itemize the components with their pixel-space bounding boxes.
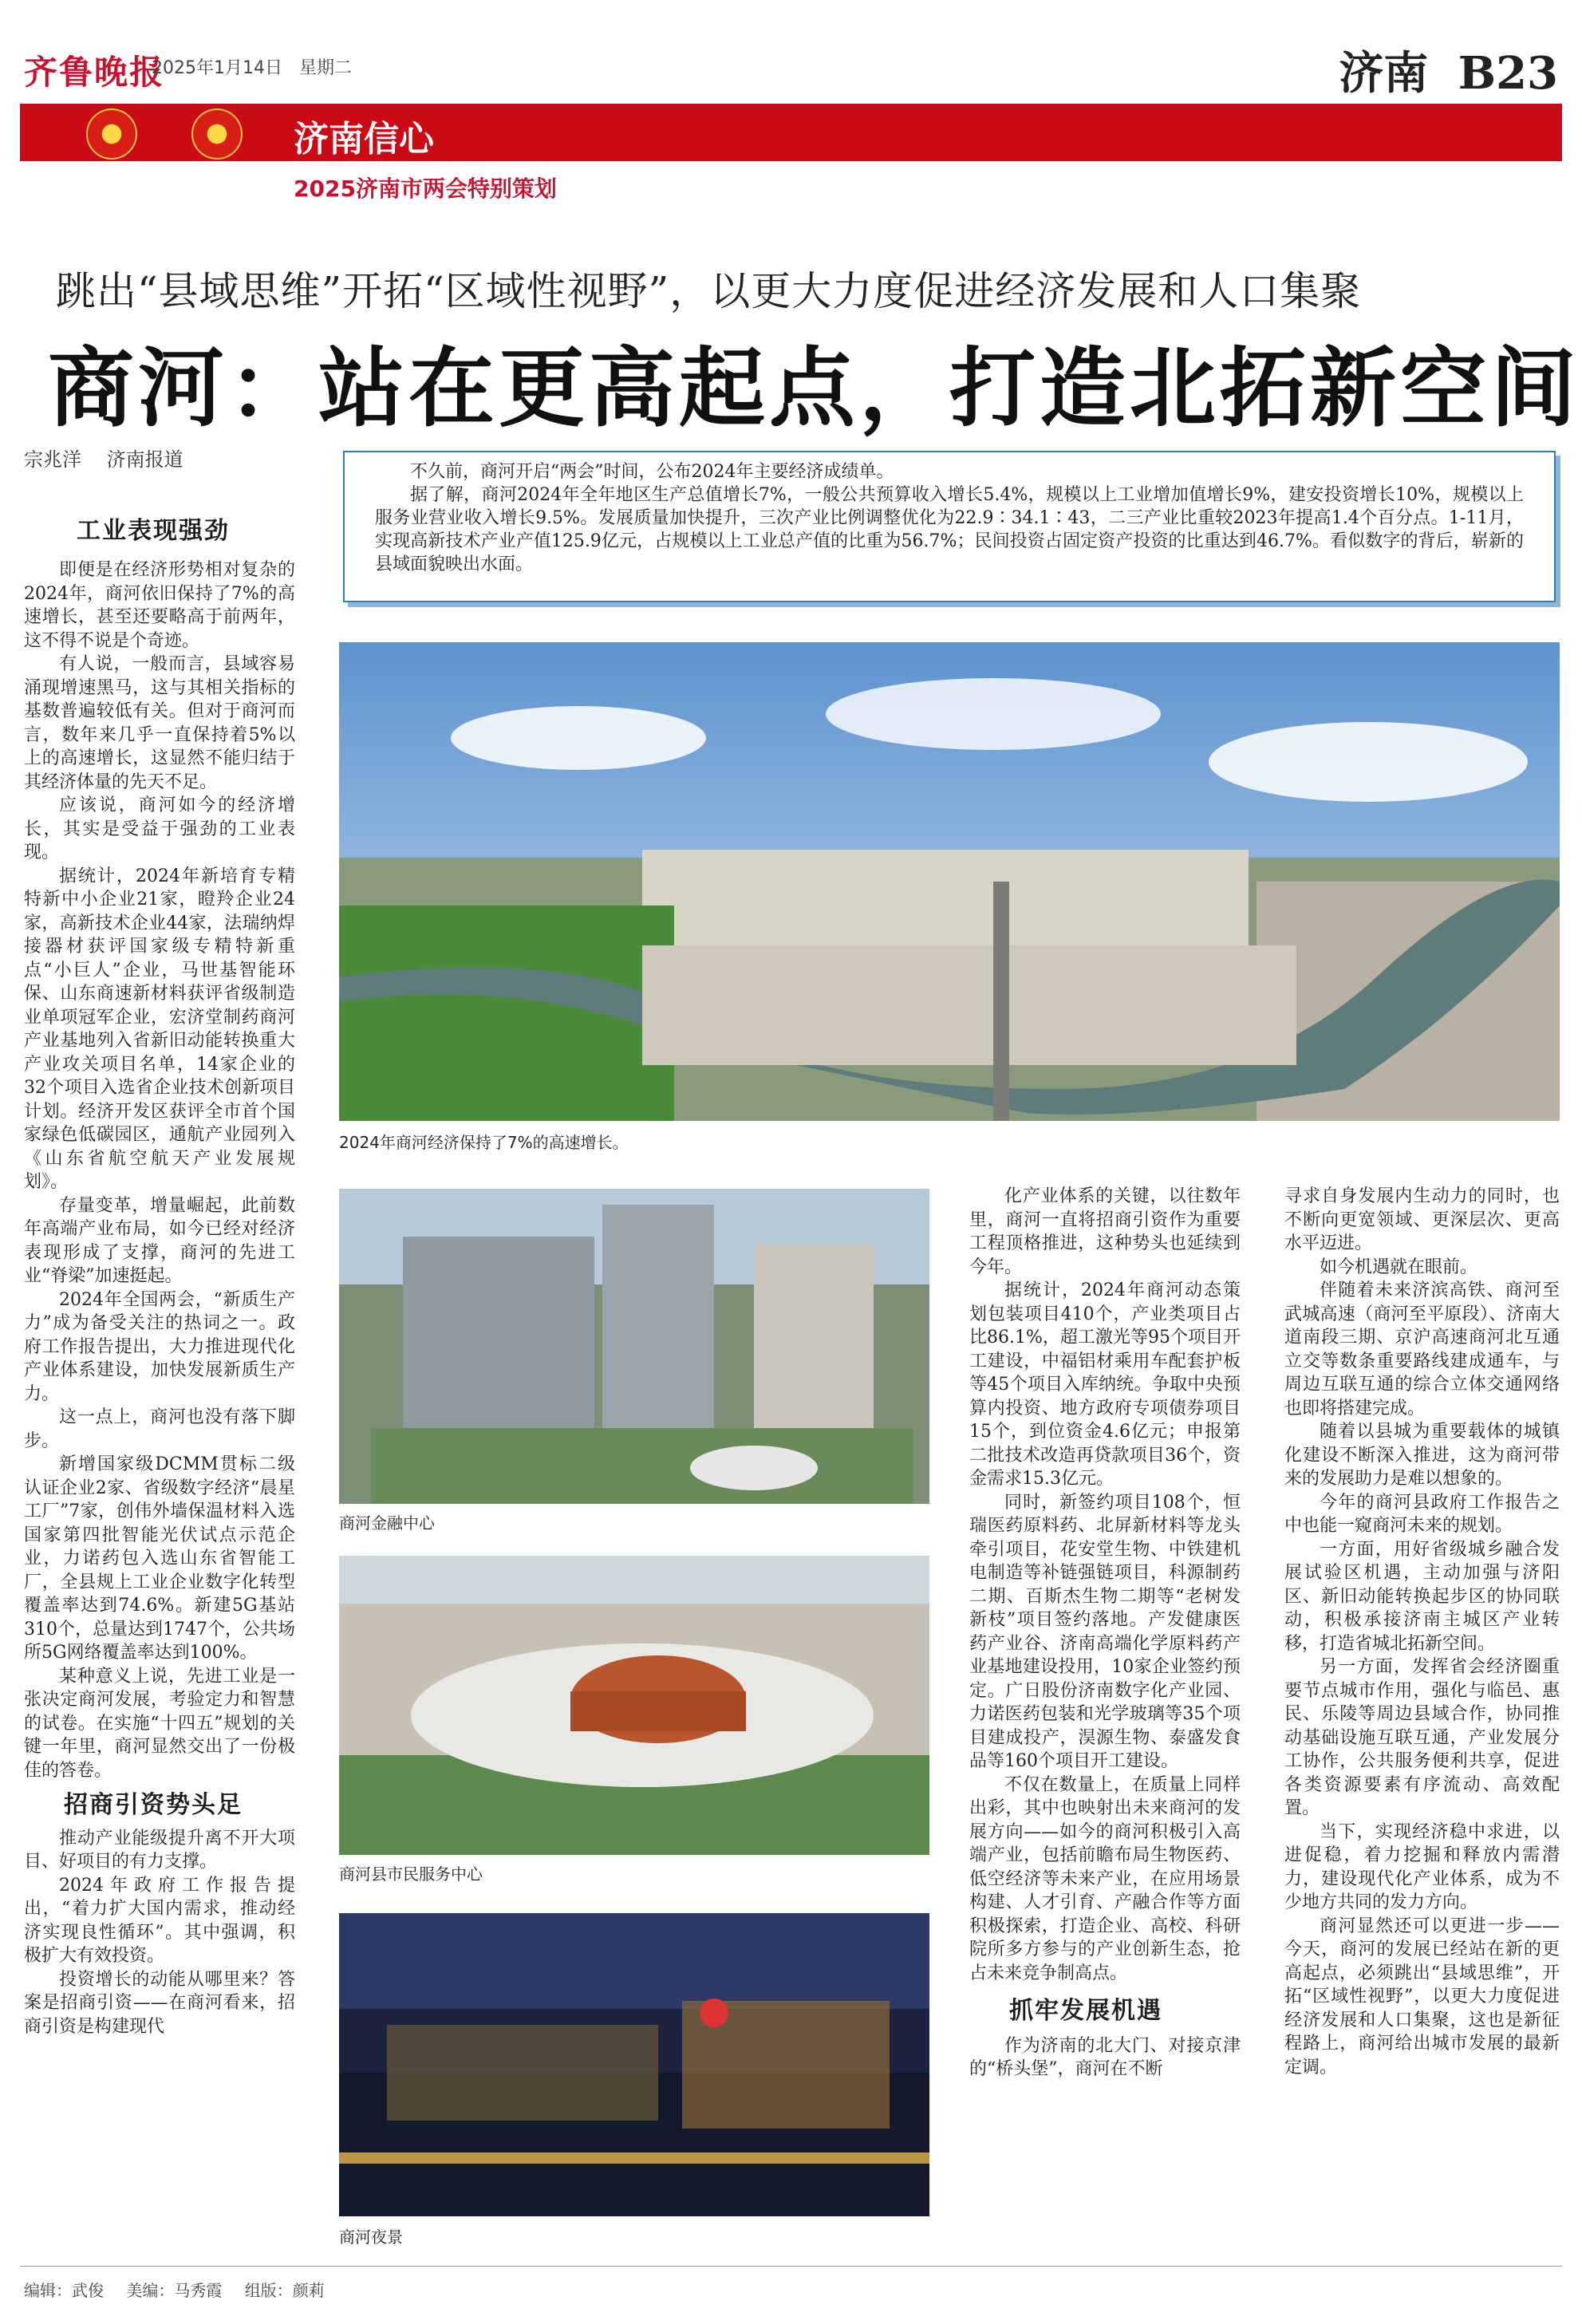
section-banner <box>20 104 1562 161</box>
edition-page <box>1339 38 1558 102</box>
paragraph: 这一点上，商河也没有落下脚步。 <box>24 1407 295 1451</box>
paragraph: 即便是在经济形势相对复杂的2024年，商河依旧保持了7%的高速增长，甚至还要略高于前两年，这不得不说是个奇迹。 <box>24 560 295 651</box>
date-text: 2025年1月14日 <box>152 58 282 78</box>
art-credit: 美编：马秀霞 <box>126 2281 223 2300</box>
paragraph: 商河显然还可以更进一步——今天，商河的发展已经站在新的更高起点，必须跳出“县域思维”，开拓“区域性视野”，以更大力度促进经济发展和人口集聚，这也是新征程路上，商河给出城市发展的最新定调。 <box>1284 1916 1560 2077</box>
paragraph: 投资增长的动能从哪里来？答案是招商引资——在商河看来，招商引资是构建现代 <box>24 1969 295 2037</box>
night-view-caption: 商河夜景 <box>339 2227 403 2247</box>
paragraph: 新增国家级DCMM贯标二级认证企业2家、省级数字经济“晨星工厂”7家，创伟外墙保温材料入选国家第四批智能光伏试点示范企业，力诺药包入选山东省智能工厂，全县规上工业企业数字化转型覆盖率达到74.6%。新建5G基站310个，总量达到1747个，公共场所5G网络覆盖率达到100%。 <box>24 1454 295 1663</box>
issue-date <box>152 54 352 79</box>
section-heading: 招商引资势头足 <box>64 1791 243 1819</box>
paragraph: 作为济南的北大门、对接京津的“桥头堡”，商河在不断 <box>969 2035 1241 2079</box>
paragraph: 某种意义上说，先进工业是一张决定商河发展，考验定力和智慧的试卷。在实施“十四五”规划的关键一年里，商河显然交出了一份极佳的答卷。 <box>24 1666 295 1781</box>
article-column-3 <box>969 1185 1241 2081</box>
paragraph: 2024年政府工作报告提出，“着力扩大国内需求，推动经济实现良性循环”。其中强调，积极扩大有效投资。 <box>24 1875 295 1966</box>
author: 宗兆洋 <box>24 448 81 471</box>
paragraph: 2024年全国两会，“新质生产力”成为备受关注的热词之一。政府工作报告提出，大力推进现代化产业体系建设，加快发展新质生产力。 <box>24 1289 295 1404</box>
main-headline: 商河：站在更高起点，打造北拓新空间 <box>48 338 1581 439</box>
footer-rule <box>20 2266 1562 2267</box>
byline <box>24 444 203 472</box>
editor-credit: 编辑：武俊 <box>24 2281 104 2300</box>
paragraph: 据统计，2024年新培育专精特新中小企业21家，瞪羚企业24家，高新技术企业44家，法瑞纳焊接器材获评国家级专精特新重点“小巨人”企业，马世基智能环保、山东商速新材料获评省级制造业单项冠军企业，宏济堂制药商河产业基地列入省新旧动能转换重大产业攻关项目名单，14家企业的32个项目入选省企业技术创新项目计划。经济开发区获评全市首个国家绿色低碳园区，通航产业园列入《山东省航空航天产业发展规划》。 <box>24 866 295 1192</box>
paragraph: 另一方面，发挥省会经济圈重要节点城市作用，强化与临邑、惠民、乐陵等周边县域合作，协同推动基础设施互联互通，产业发展分工协作，公共服务便利共享，促进各类资源要素有序流动、高效配置。 <box>1284 1657 1560 1818</box>
weekday-text: 星期二 <box>298 58 352 78</box>
paragraph: 存量变革，增量崛起，此前数年高端产业布局，如今已经对经济表现形成了支撑，商河的先进工业“脊梁”加速挺起。 <box>24 1195 295 1286</box>
paragraph: 化产业体系的关键，以往数年里，商河一直将招商引资作为重要工程顶格推进，这种势头也延续到今年。 <box>969 1186 1241 1277</box>
cppcc-emblem-icon <box>191 109 243 160</box>
panorama-photo <box>339 642 1560 1121</box>
paragraph: 伴随着未来济滨高铁、商河至武城高速（商河至平原段）、济南大道南段三期、京沪高速商河北互通立交等数条重要路线建成通车，与周边互联互通的综合立体交通网络也即将搭建完成。 <box>1284 1280 1560 1418</box>
edition-label: 济南 <box>1339 47 1429 100</box>
agency: 济南报道 <box>106 448 183 471</box>
finance-center-caption: 商河金融中心 <box>339 1513 435 1533</box>
section-heading: 抓牢发展机遇 <box>1009 1997 1162 2025</box>
night-view-photo <box>339 1913 929 2216</box>
paragraph: 应该说，商河如今的经济增长，其实是受益于强劲的工业表现。 <box>24 795 295 862</box>
paragraph: 如今机遇就在眼前。 <box>1320 1257 1478 1277</box>
credits <box>24 2278 342 2301</box>
article-column-4 <box>1284 1185 1560 2079</box>
paragraph: 同时，新签约项目108个，恒瑞医药原料药、北屏新材料等龙头牵引项目，花安堂生物、中铁建机电制造等补链强链项目，科源制药二期、百斯杰生物二期等“老树发新枝”项目签约落地。产发健康医药产业谷、济南高端化学原料药产业基地建设投用，10家企业签约预定。广日股份济南数字化产业园、力诺医药包装和光学玻璃等35个项目建成投产，淏源生物、泰盛发食品等160个项目开工建设。 <box>969 1492 1241 1771</box>
paragraph: 寻求自身发展内生动力的同时，也不断向更宽领域、更深层次、更高水平迈进。 <box>1284 1186 1560 1253</box>
paragraph: 推动产业能级提升离不开大项目、好项目的有力支撑。 <box>24 1828 295 1872</box>
paragraph: 随着以县城为重要载体的城镇化建设不断深入推进，这为商河带来的发展助力是难以想象的。 <box>1284 1422 1560 1489</box>
paragraph: 有人说，一般而言，县域容易涌现增速黑马，这与其相关指标的基数普遍较低有关。但对于商河而言，数年来几乎一直保持着5%以上的高速增长，这显然不能归结于其经济体量的先天不足。 <box>24 654 295 792</box>
section-heading: 工业表现强劲 <box>77 517 230 545</box>
paragraph: 当下，实现经济稳中求进，以进促稳，着力挖掘和释放内需潜力，建设现代化产业体系，成为不少地方共同的发力方向。 <box>1284 1821 1560 1912</box>
summary-box <box>343 451 1556 602</box>
summary-paragraph: 不久前，商河开启“两会”时间，公布2024年主要经济成绩单。 <box>410 462 894 482</box>
page-number: B23 <box>1458 47 1558 100</box>
paper-logo: 齐鲁晚报 <box>24 53 165 92</box>
layout-credit: 组版：颜莉 <box>244 2281 325 2300</box>
national-emblem-icon <box>86 109 137 160</box>
service-center-photo <box>339 1556 929 1855</box>
section-subtitle: 2025济南市两会特别策划 <box>294 176 557 202</box>
paragraph: 据统计，2024年商河动态策划包装项目410个，产业类项目占比86.1%，超工激光等95个项目开工建设，中福铝材乘用车配套护板等45个项目入库纳统。争取中央预算内投资、地方政府专项债券项目15个，到位资金4.6亿元；申报第二批技术改造再贷款项目36个，资金需求15.3亿元。 <box>969 1280 1241 1489</box>
paragraph: 今年的商河县政府工作报告之中也能一窥商河未来的规划。 <box>1284 1492 1560 1536</box>
article-column-1 <box>24 558 295 2038</box>
finance-center-photo <box>339 1189 929 1504</box>
section-title: 济南信心 <box>294 119 434 160</box>
summary-paragraph: 据了解，商河2024年全年地区生产总值增长7%，一般公共预算收入增长5.4%，规模以上工业增加值增长9%，建安投资增长10%，规模以上服务业营业收入增长9.5%。发展质量加快提升，三次产业比例调整优化为22.9∶34.1∶43，二三产业比重较2023年提高1.4个百分点。1-11月，实现高新技术产业产值125.9亿元，占规模以上工业总产值的比重为56.7%；民间投资占固定资产投资的比重达到46.7%。看似数字的背后，崭新的县域面貌映出水面。 <box>375 485 1524 574</box>
paragraph: 一方面，用好省级城乡融合发展试验区机遇，主动加强与济阳区、新旧动能转换起步区的协同联动，积极承接济南主城区产业转移，打造省城北拓新空间。 <box>1284 1539 1560 1654</box>
kicker-headline: 跳出“县域思维”开拓“区域性视野”，以更大力度促进经济发展和人口集聚 <box>56 268 1362 314</box>
paragraph: 不仅在数量上，在质量上同样出彩，其中也映射出未来商河的发展方向——如今的商河积极引入高端产业，包括前瞻布局生物医药、低空经济等未来产业，在应用场景构建、人才引育、产融合作等方面积极探索，打造企业、高校、科研院所多方参与的产业创新生态，抢占未来竞争制高点。 <box>969 1774 1241 1983</box>
panorama-caption: 2024年商河经济保持了7%的高速增长。 <box>339 1133 629 1152</box>
service-center-caption: 商河县市民服务中心 <box>339 1864 483 1884</box>
